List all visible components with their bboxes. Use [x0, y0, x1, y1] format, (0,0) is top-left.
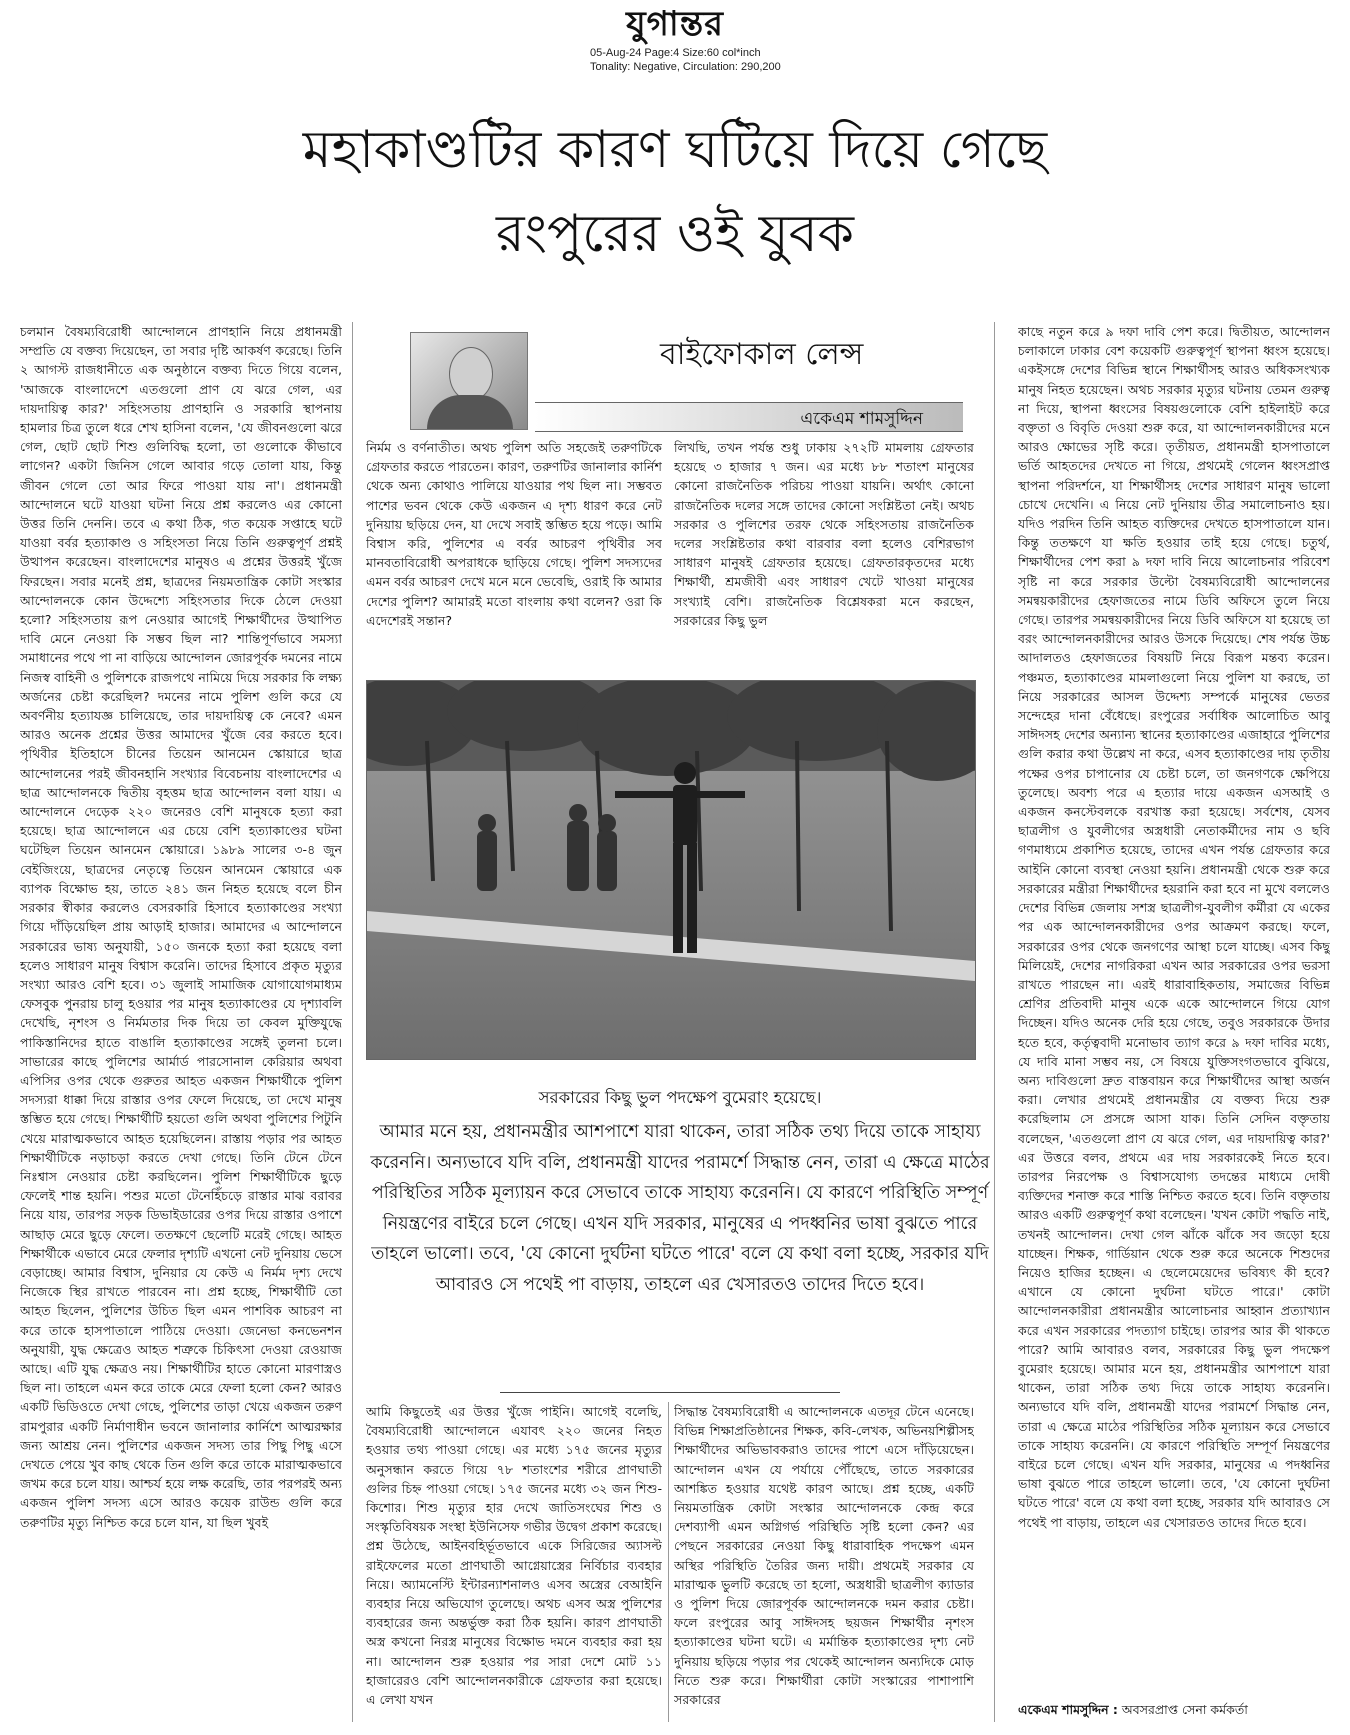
pull-quote — [360, 1085, 1000, 1300]
newspaper-logo: যুগান্তর — [626, 4, 724, 44]
protest-scene-image — [367, 681, 975, 1059]
masthead — [0, 4, 1350, 44]
pull-quote-heading: সরকারের কিছু ভুল পদক্ষেপ বুমেরাং হয়েছে। — [538, 1088, 822, 1107]
author-photo — [410, 332, 528, 430]
clipping-meta — [590, 46, 781, 74]
column-3-top-text: লিখছি, তখন পর্যন্ত শুধু ঢাকায় ২৭২টি মামলায় গ্রেফতার হয়েছে ৩ হাজার ৭ জন। এর মধ্যে ৮৮ শতাংশ মানুষের কোনো রাজনৈতিক পরিচয় পাওয়া যায়নি। অর্থাৎ কোনো রাজনৈতিক দলের সঙ্গে তাদের কোনো সংশ্লিষ্টতা নেই। অথচ সরকার ও পুলিশের তরফ থেকে সহিংসতায় রাজনৈতিক দলের সংশ্লিষ্টতার কথা বারবার বলা হলেও বেশিরভাগ সাধারণ মানুষই গ্রেফতার হয়েছে। গ্রেফতারকৃতদের মধ্যে শিক্ষার্থী, শ্রমজীবী এবং সাধারণ খেটে খাওয়া মানুষের সংখ্যাই বেশি। রাজনৈতিক বিশ্লেষকরা মনে করছেন, সরকারের কিছু ভুল — [674, 440, 974, 628]
column-divider — [668, 1402, 669, 1722]
article-column-4 — [1018, 322, 1330, 1694]
column-name: বাইফোকাল লেন্স — [660, 337, 864, 372]
byline-author: একেএম শামসুদ্দিন — [800, 409, 923, 429]
column-2-bottom-text: আমি কিছুতেই এর উত্তর খুঁজে পাইনি। আগেই বলেছি, বৈষম্যবিরোধী আন্দোলনে এযাবৎ ২২০ জনের নিহত হওয়ার তথ্য পাওয়া গেছে। এর মধ্যে ১৭৫ জনের মৃত্যুর অনুসন্ধান করতে গিয়ে ৭৮ শতাংশের শরীরে প্রাণঘাতী গুলির চিহ্ন পাওয়া গেছে। ১৭৫ জনের মধ্যে ৩২ জন শিশু-কিশোর। শিশু মৃত্যুর হার দেখে জাতিসংঘের শিশু ও সংস্কৃতিবিষয়ক সংস্থা ইউনিসেফ গভীর উদ্বেগ প্রকাশ করেছে। প্রশ্ন উঠেছে, আইনবহির্ভূতভাবে একে সিরিজের অ্যাসল্ট রাইফেলের মতো প্রাণঘাতী আগ্নেয়াস্ত্রের নির্বিচার ব্যবহার নিয়ে। অ্যামনেস্টি ইন্টারন্যাশনালও এসব অস্ত্রের বেআইনি ব্যবহার নিয়ে অভিযোগ তুলেছে। অথচ এসব অস্ত্র পুলিশের ব্যবহারের জন্য অন্তর্ভুক্ত করা ঠিক হয়নি। কারণ প্রাণঘাতী অস্ত্র কখনো নিরস্ত্র মানুষের বিক্ষোভ দমনে ব্যবহার করা হয় না। আন্দোলন শুরু হওয়ার পর সারা দেশে মোট ১১ হাজারেরও বেশি আন্দোলনকারীকে গ্রেফতার করা হয়েছে। এ লেখা যখন — [366, 1404, 662, 1708]
article-column-2-bottom — [366, 1402, 662, 1732]
column-divider — [994, 322, 995, 1722]
main-photo — [366, 680, 976, 1060]
author-face-icon — [449, 347, 493, 401]
article-column-2-top — [366, 438, 662, 668]
byline-bar — [535, 402, 963, 432]
article-column-3-top — [674, 438, 974, 668]
author-footer-role: অবসরপ্রাপ্ত সেনা কর্মকর্তা — [1121, 1702, 1248, 1717]
author-footer — [1018, 1702, 1248, 1722]
headline-line-1: মহাকাণ্ডটির কারণ ঘটিয়ে দিয়ে গেছে — [302, 120, 1048, 180]
article-column-3-bottom — [674, 1402, 974, 1732]
pull-quote-rule — [500, 1392, 840, 1393]
column-4-text: কাছে নতুন করে ৯ দফা দাবি পেশ করে। দ্বিতীয়ত, আন্দোলন চলাকালে ঢাকার বেশ কয়েকটি গুরুত্বপূর্ণ স্থাপনা ধ্বংস হয়েছে। একইসঙ্গে দেশের বিভিন্ন স্থানে শিক্ষার্থীসহ আরও অধিকসংখ্যক মানুষ নিহত হয়েছেন। অথচ সরকার মৃত্যুর ঘটনায় তেমন গুরুত্ব না দিয়ে, স্থাপনা ধ্বংসের বিষয়গুলোকে বেশি হাইলাইট করে বক্তৃতা ও বিবৃতি দেওয়া শুরু করে, যা আন্দোলনকারীদের মনে আরও ক্ষোভের সৃষ্টি করে। তৃতীয়ত, প্রধানমন্ত্রী হাসপাতালে ভর্তি আহতদের দেখতে না গিয়ে, প্রথমেই গেলেন ধ্বংসপ্রাপ্ত স্থাপনা পরিদর্শনে, যা শিক্ষার্থীসহ দেশের সাধারণ মানুষ ভালো চোখে দেখেনি। এ নিয়ে নেট দুনিয়ায় তীব্র সমালোচনাও হয়। যদিও পরদিন তিনি আহত ব্যক্তিদের দেখতে হাসপাতালে যান। কিন্তু ততক্ষণে যা ক্ষতি হওয়ার তাই হয়ে গেছে। চতুর্থ, শিক্ষার্থীদের পেশ করা ৯ দফা দাবি নিয়ে আলোচনার পরিবেশ সৃষ্টি না করে সরকার উল্টো বৈষম্যবিরোধী আন্দোলনের সমন্বয়কারীদের হেফাজতের নামে ডিবি অফিসে তুলে নিয়ে গেছে। তারপর সমন্বয়কারীদের নিয়ে ডিবি অফিসে যা হয়েছে তা বরং আন্দোলনকারীদের আরও উসকে দিয়েছে। শেষ পর্যন্ত উচ্চ আদালতও হেফাজতের বিষয়টি নিয়ে বিরূপ মন্তব্য করেন। পঞ্চমত, হত্যাকাণ্ডের মামলাগুলো নিয়ে পুলিশ যা করছে, তা নিয়ে সরকারের আসল উদ্দেশ্য সম্পর্কে মানুষের ভেতর সন্দেহের দানা বেঁধেছে। রংপুরের সর্বাধিক আলোচিত আবু সাঈদসহ দেশের অন্যান্য স্থানের হত্যাকাণ্ডের এজাহারে পুলিশের গুলি করার কথা উল্লেখ না করে, এসব হত্যাকাণ্ডের দায় তৃতীয় পক্ষের ওপর চাপানোর যে চেষ্টা চলে, তা জনগণকে ক্ষেপিয়ে তুলেছে। অবশ্য পরে এ হত্যার দায়ে একজন এসআই ও একজন কনস্টেবলকে বরখাস্ত করা হয়েছে। সর্বশেষ, যেসব ছাত্রলীগ ও যুবলীগের অস্ত্রধারী নেতাকর্মীদের নাম ও ছবি গণমাধ্যমে প্রকাশিত হয়েছে, তাদের এখন পর্যন্ত গ্রেফতার করে আইনি কোনো ব্যবস্থা নেওয়া হয়নি। প্রধানমন্ত্রী থেকে শুরু করে সরকারের মন্ত্রীরা শিক্ষার্থীদের হয়রানি করা হবে না মুখে বললেও দেশের বিভিন্ন জেলায় সশস্ত্র ছাত্রলীগ-যুবলীগ কর্মীরা যে একের পর এক আন্দোলনকারীদের ওপর আক্রমণ করছে। ফলে, সরকারের ওপর থেকে জনগণের আস্থা চলে যাচ্ছে। এসব কিছু মিলিয়েই, দেশের নাগরিকরা এখন আর সরকারের ওপর ভরসা রাখতে পারছেন না। এরই ধারাবাহিকতায়, সমাজের বিভিন্ন শ্রেণির প্রতিবাদী মানুষ একে একে আন্দোলনে গিয়ে যোগ দিচ্ছেন। যদিও অনেক দেরি হয়ে গেছে, তবুও সরকারকে উদার হতে হবে, কর্তৃত্ববাদী মনোভাব ত্যাগ করে ৯ দফা দাবির মধ্যে, যে দাবি মানা সম্ভব নয়, সে বিষয়ে যুক্তিসংগতভাবে বুঝিয়ে, অন্য দাবিগুলো দ্রুত বাস্তবায়ন করে শিক্ষার্থীদের আস্থা অর্জন করা। লেখার প্রথমেই প্রধানমন্ত্রীর যে বক্তব্য দিয়ে শুরু করেছিলাম সে প্রসঙ্গে আসা যাক। তিনি সেদিন বক্তৃতায় বলেছেন, 'এতগুলো প্রাণ যে ঝরে গেল, এর দায়দায়িত্ব কার?' এর উত্তরে বলব, প্রথমে এর দায় সরকারকেই নিতে হবে। তারপর নিরপেক্ষ ও বিশ্বাসযোগ্য তদন্তের মাধ্যমে দোষী ব্যক্তিদের শনাক্ত করে শাস্তি নিশ্চিত করতে হবে। তিনি বক্তৃতায় আরও একটি গুরুত্বপূর্ণ কথা বলেছেন। 'যখন কোটা পদ্ধতি নাই, তখনই আন্দোলন। দেখা গেল ঝাঁকে ঝাঁকে সব জড়ো হয়ে যাচ্ছেন। শিক্ষক, গার্ডিয়ান থেকে শুরু করে অনেকে শিশুদের নিয়েও হাজির হচ্ছেন। এ ছেলেমেয়েদের ভবিষ্যৎ কী হবে? এখানে যে কোনো দুর্ঘটনা ঘটতে পারে।' কোটা আন্দোলনকারীরা প্রধানমন্ত্রীর আলোচনার আহ্বান প্রত্যাখ্যান করে এখন সরকারের পদত্যাগ চাইছে। তারপর আর কী থাকতে পারে? আমি আবারও বলব, সরকারের কিছু ভুল পদক্ষেপ বুমেরাং হয়েছে। আমার মনে হয়, প্রধানমন্ত্রীর আশপাশে যারা থাকেন, তারা সঠিক তথ্য দিয়ে তাকে সাহায্য করেননি। অন্যভাবে যদি বলি, প্রধানমন্ত্রী যাদের পরামর্শে সিদ্ধান্ত নেন, তারা এ ক্ষেত্রে মাঠের পরিস্থিতির সঠিক মূল্যায়ন করে সেভাবে তাকে সাহায্য করেননি। যে কারণে পরিস্থিতি সম্পূর্ণ নিয়ন্ত্রণের বাইরে চলে গেছে। এখন যদি সরকার, মানুষের এ পদধ্বনির ভাষা বুঝতে পারে তাহলে ভালো। তবে, 'যে কোনো দুর্ঘটনা ঘটতে পারে' বলে যে কথা বলা হচ্ছে, সরকার যদি আবারও সে পথেই পা বাড়ায়, তাহলে এর খেসারতও তাদের দিতে হবে। — [1018, 324, 1330, 1530]
article-column-1 — [20, 322, 342, 1734]
column-1-text: চলমান বৈষম্যবিরোধী আন্দোলনে প্রাণহানি নিয়ে প্রধানমন্ত্রী সম্প্রতি যে বক্তব্য দিয়েছেন, তা সবার দৃষ্টি আকর্ষণ করেছে। তিনি ২ আগস্ট রাজধানীতে এক অনুষ্ঠানে বক্তব্য দিতে গিয়ে বলেন, 'আজকে বাংলাদেশে এতগুলো প্রাণ যে ঝরে গেল, এর দায়দায়িত্ব কার?' সহিংসতায় প্রাণহানি ও সরকারি স্থাপনায় হামলার চিত্র তুলে ধরে শেখ হাসিনা বলেন, 'যে জীবনগুলো ঝরে গেল, ছোট ছোট শিশু গুলিবিদ্ধ হলো, তা গুলোকে কীভাবে লাগেন? একটা জিনিস গেলে আবার গড়ে তোলা যায়, কিন্তু জীবন গেলে তো আর ফিরে পাওয়া যায় না'। প্রধানমন্ত্রী আন্দোলনে ঘটে যাওয়া ঘটনা নিয়ে প্রশ্ন করলেও এর কোনো উত্তর তিনি দেননি। তবে এ কথা ঠিক, গত কয়েক সপ্তাহে ঘটে যাওয়া বর্বর হত্যাকাণ্ড ও সহিংসতা নিয়ে তিনি গুরুত্বপূর্ণ প্রশ্নই উত্থাপন করেছেন। বাংলাদেশের মানুষও এ প্রশ্নের উত্তরই খুঁজে ফিরছেন। সবার মনেই প্রশ্ন, ছাত্রদের নিয়মতান্ত্রিক কোটা সংস্কার আন্দোলনকে কোন উদ্দেশ্যে সহিংসতার দিকে ঠেলে দেওয়া হলো? সহিংসতায় রূপ নেওয়ার আগেই শিক্ষার্থীদের উত্থাপিত দাবি মেনে নেওয়া কি সম্ভব ছিল না? শান্তিপূর্ণভাবে সমস্যা সমাধানের পথে পা না বাড়িয়ে আন্দোলন জোরপূর্বক দমনের নামে নিজস্ব বাহিনী ও পুলিশকে রাজপথে নামিয়ে দিয়ে সরকার কি লক্ষ্য অর্জনের চেষ্টা করেছিল? দমনের নামে পুলিশ গুলি করে যে অবর্ণনীয় হত্যাযজ্ঞ চালিয়েছে, তার দায়দায়িত্ব কে নেবে? এমন আরও অনেক প্রশ্নের উত্তর আমাদের খুঁজে বের করতে হবে। পৃথিবীর ইতিহাসে চীনের তিয়েন আনমেন স্কোয়ারে ছাত্র আন্দোলনের পরই জীবনহানি সংখ্যার বিবেচনায় বাংলাদেশের এ ছাত্র আন্দোলনকে দ্বিতীয় বৃহত্তম ছাত্র আন্দোলন বলা যায়। এ আন্দোলনে দেড়েক ২২০ জনেরও বেশি মানুষকে হত্যা করা হয়েছে। ছাত্র আন্দোলনে এর চেয়ে বেশি হত্যাকাণ্ডের ঘটনা ঘটেছিল তিয়েন আনমেন স্কোয়ারে। ১৯৮৯ সালের ৩-৪ জুন বেইজিংয়ে, ছাত্রদের নেতৃত্বে তিয়েন আনমেন স্কোয়ারে এক ব্যাপক বিক্ষোভ হয়, তাতে ২৪১ জন নিহত হয়েছে বলে চীন সরকার স্বীকার করলেও বেসরকারি হিসাবে হত্যাকাণ্ডের সংখ্যা গিয়ে দাঁড়িয়েছিল প্রায় আড়াই হাজার। আমাদের এ আন্দোলনে সরকারের ভাষ্য অনুযায়ী, ১৫০ জনকে হত্যা করা হয়েছে বলা হলেও সাধারণ মানুষ বিশ্বাস করেনি। তাদের হিসাবে প্রকৃত মৃত্যুর সংখ্যা আরও বেশি হবে। ৩১ জুলাই সামাজিক যোগাযোগমাধ্যম ফেসবুক পুনরায় চালু হওয়ার পর মানুষ হত্যাকাণ্ডের যে দৃশ্যাবলি দেখেছি, নৃশংস ও নির্মমতার দিক দিয়ে তা কেবল মুক্তিযুদ্ধে পাকিস্তানিদের হাতে বাঙালি হত্যাকাণ্ডের সঙ্গেই তুলনা চলে। সাভারের কাছে পুলিশের আর্মার্ড পারসোনাল কেরিয়ার অথবা এপিসির ওপর থেকে গুরুতর আহত একজন শিক্ষার্থীকে পুলিশ সদস্যরা ধাক্কা দিয়ে রাস্তার ওপর ফেলে দিয়েছে, তা দেখে মানুষ স্তম্ভিত হয়ে গেছে। শিক্ষার্থীটি হয়তো গুলি অথবা পুলিশের পিটুনি খেয়ে মারাত্মকভাবে আহত হয়েছিলেন। রাস্তায় পড়ার পর আহত শিক্ষার্থীটিকে নড়াচড়া করতে দেখা গেছে। তিনি টেনে টেনে নিঃশ্বাস নেওয়ার চেষ্টা করছিলেন। পুলিশ শিক্ষার্থীটিকে ছুড়ে ফেলেই শান্ত হয়নি। পশুর মতো টেনেহিঁচড়ে রাস্তার মাঝ বরাবর নিয়ে যায়, তারপর সড়ক ডিভাইডারের ওপর দিয়ে রাস্তার ওপাশে আছাড় মেরে ছুড়ে ফেলে। ততক্ষণে ছেলেটি মরেই গেছে। আহত শিক্ষার্থীকে এভাবে মেরে ফেলার দৃশ্যটি এখনো নেট দুনিয়ায় ভেসে বেড়াচ্ছে। আমার বিশ্বাস, দুনিয়ার যে কেউ এ নির্মম দৃশ্য দেখে নিজেকে স্থির রাখতে পারবেন না। প্রশ্ন হচ্ছে, শিক্ষার্থীটি তো আহত ছিলেন, পুলিশের উচিত ছিল এমন পাশবিক আচরণ না করে তাকে হাসপাতালে পাঠিয়ে দেওয়া। জেনেভা কনভেনশন অনুযায়ী, যুদ্ধ ক্ষেত্রেও আহত শত্রুকে চিকিৎসা দেওয়া রেওয়াজ আছে। এটি যুদ্ধ ক্ষেত্রও নয়। শিক্ষার্থীটির হাতে কোনো মারণাস্ত্রও ছিল না। তাহলে এমন করে তাকে মেরে ফেলা হলো কেন? আরও একটি ভিডিওতে দেখা গেছে, পুলিশের তাড়া খেয়ে একজন তরুণ রামপুরার একটি নির্মাণাধীন ভবনে জানালার কার্নিশে আত্মরক্ষার জন্য আশ্রয় নেন। পুলিশের একজন সদস্য তার পিছু পিছু এসে দেখতে পেয়ে খুব কাছ থেকে তিন গুলি করে তাকে মারাত্মকভাবে জখম করে চলে যায়। আশ্চর্য হয়ে লক্ষ করেছি, তার পরপরই অন্য একজন পুলিশ সদস্য এসে আরও কয়েক রাউন্ড গুলি করে তরুণটির মৃত্যু নিশ্চিত করে চলে যান, যা ছিল খুবই — [20, 324, 342, 1530]
meta-line-2: Tonality: Negative, Circulation: 290,200 — [590, 61, 781, 73]
column-2-top-text: নির্মম ও বর্ণনাতীত। অথচ পুলিশ অতি সহজেই তরুণটিকে গ্রেফতার করতে পারতেন। কারণ, তরুণটির জানালার কার্নিশ থেকে অন্য কোথাও পালিয়ে যাওয়ার পথ ছিল না। সম্ভবত পাশের ভবন থেকে কেউ একজন এ দৃশ্য ধারণ করে নেট দুনিয়ায় ছড়িয়ে দেন, যা দেখে সবাই স্তম্ভিত হয়ে পড়ে। আমি বিশ্বাস করি, পুলিশের এ বর্বর আচরণ পৃথিবীর সব মানবতাবিরোধী অপরাধকে ছাড়িয়ে গেছে। পুলিশ সদস্যদের এমন বর্বর আচরণ দেখে মনে মনে ভেবেছি, ওরাই কি আমার দেশের পুলিশ? আমারই মতো বাংলায় কথা বলেন? ওরা কি এদেশেরই সন্তান? — [366, 440, 662, 628]
author-footer-name: একেএম শামসুদ্দিন : — [1018, 1702, 1118, 1717]
pull-quote-body: আমার মনে হয়, প্রধানমন্ত্রীর আশপাশে যারা থাকেন, তারা সঠিক তথ্য দিয়ে তাকে সাহায্য করেননি। অন্যভাবে যদি বলি, প্রধানমন্ত্রী যাদের পরামর্শে সিদ্ধান্ত নেন, তারা এ ক্ষেত্রে মাঠের পরিস্থিতির সঠিক মূল্যায়ন করে সেভাবে তাকে সাহায্য করেননি। যে কারণে পরিস্থিতি সম্পূর্ণ নিয়ন্ত্রণের বাইরে চলে গেছে। এখন যদি সরকার, মানুষের এ পদধ্বনির ভাষা বুঝতে পারে তাহলে ভালো। তবে, 'যে কোনো দুর্ঘটনা ঘটতে পারে' বলে যে কথা বলা হচ্ছে, সরকার যদি আবারও সে পথেই পা বাড়ায়, তাহলে এর খেসারতও তাদের দিতে হবে। — [370, 1122, 990, 1295]
meta-line-1: 05-Aug-24 Page:4 Size:60 col*inch — [590, 47, 761, 59]
headline — [0, 108, 1350, 276]
author-shoulders-icon — [427, 395, 513, 429]
headline-line-2: রংপুরের ওই যুবক — [495, 204, 855, 264]
column-3-bottom-text: সিদ্ধান্ত বৈষম্যবিরোধী এ আন্দোলনকে এতদূর টেনে এনেছে। বিভিন্ন শিক্ষাপ্রতিষ্ঠানের শিক্ষক, কবি-লেখক, অভিনয়শিল্পীসহ শিক্ষার্থীদের অভিভাবকরাও তাদের পাশে এসে দাঁড়িয়েছেন। আন্দোলন এখন যে পর্যায়ে পৌঁছেছে, তাতে সরকারের আশঙ্কিত হওয়ার যথেষ্ট কারণ আছে। প্রশ্ন হচ্ছে, একটি নিয়মতান্ত্রিক কোটা সংস্কার আন্দোলনকে কেন্দ্র করে দেশব্যাপী এমন অগ্নিগর্ভ পরিস্থিতি সৃষ্টি হলো কেন? এর পেছনে সরকারের নেওয়া কিছু ধারাবাহিক পদক্ষেপ এমন অস্থির পরিস্থিতি তৈরির জন্য দায়ী। প্রথমেই সরকার যে মারাত্মক ভুলটি করেছে তা হলো, অস্ত্রধারী ছাত্রলীগ ক্যাডার ও পুলিশ দিয়ে জোরপূর্বক আন্দোলনকে দমন করার চেষ্টা। ফলে রংপুরের আবু সাঈদসহ ছয়জন শিক্ষার্থীর নৃশংস হত্যাকাণ্ডের ঘটনা ঘটে। এ মর্মান্তিক হত্যাকাণ্ডের দৃশ্য নেট দুনিয়ায় ছড়িয়ে পড়ার পর থেকেই আন্দোলন অন্যদিকে মোড় নিতে শুরু করে। শিক্ষার্থীরা কোটা সংস্কারের পাশাপাশি সরকারের — [674, 1404, 974, 1708]
column-divider — [352, 322, 353, 1722]
